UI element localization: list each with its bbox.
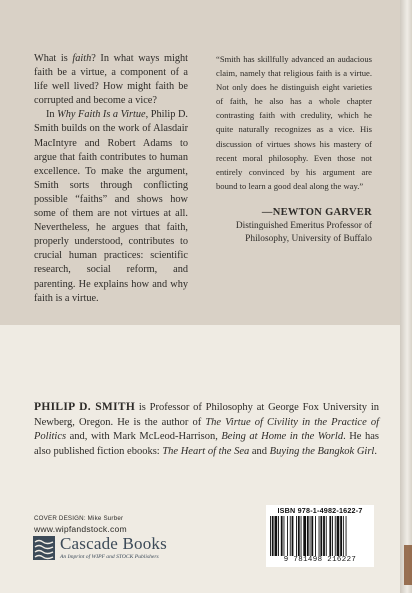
credits [34, 514, 127, 535]
author-bio: PHILIP D. SMITH is Professor of Philosophy at George Fox University in Newberg, Oregon. He is the author of The Virtue of Civility in the Practice of Politics and, with Mark McLeod-Harrison, Being at Home in the World. He has also published fiction ebooks: The Heart of the Sea and Buying the Bangkok Girl. [34, 401, 379, 457]
description-paragraph-1: What is faith? In what ways might faith be a virtue, a component of a life well lived? How might faith be corrupted and become a vice? [34, 53, 188, 107]
cover-edge [400, 0, 412, 593]
isbn-barcode-box [266, 505, 374, 567]
publisher-logo [33, 536, 203, 566]
endorsement-attribution [216, 206, 372, 246]
author-name: PHILIP D. SMITH [34, 401, 136, 413]
edge-mark [404, 545, 412, 585]
isbn-digits: 9 781498 216227 [283, 556, 357, 564]
endorser-name: —NEWTON GARVER [261, 207, 372, 218]
barcode-icon [270, 516, 370, 556]
publisher-url: www.wipfandstock.com [34, 524, 127, 534]
description-paragraph-2: In Why Faith Is a Virtue, Philip D. Smith builds on the work of Alasdair MacIntyre and Robert Adams to argue that faith contributes to human excellence. To make the argument, Smith sorts through conflicting possible “faiths” and shows how some of them are not virtues at all. Nevertheless, he argues that faith, properly understood, contributes to crucial human practices: scientific research, social reform, and parenting. He explains how and why faith is a virtue. [34, 109, 188, 304]
endorsement [216, 52, 372, 193]
cover-design-credit: COVER DESIGN: Mike Surber [34, 515, 124, 522]
isbn-label: ISBN 978-1-4982-1622-7 [277, 506, 363, 515]
book-title: Being at Home in the World [221, 431, 344, 443]
book-title: Buying the Bangkok Girl [269, 445, 375, 457]
endorsement-quote: “Smith has skillfully advanced an audacious claim, namely that religious faith is a virtue. Not only does he distinguish eight varieties of faith, he also has a whole chapter contrasting faith with credulity, which he quite naturally recognizes as a vice. His discussion of virtues shows his mastery of recent moral philosophy. Even those not entirely convinced by his argument are bound to learn a good deal along the way.” [216, 54, 372, 191]
waterfall-icon [33, 536, 55, 560]
book-title: The Virtue of Civility in the Practice of Politics [34, 416, 379, 443]
publisher-imprint: An Imprint of WIPF and STOCK Publishers [60, 554, 159, 560]
book-description [34, 52, 188, 306]
endorser-title: Distinguished Emeritus Professor of Philosophy, University of Buffalo [235, 221, 372, 245]
publisher-name: Cascade Books [60, 534, 167, 553]
book-title: The Heart of the Sea [162, 445, 250, 457]
